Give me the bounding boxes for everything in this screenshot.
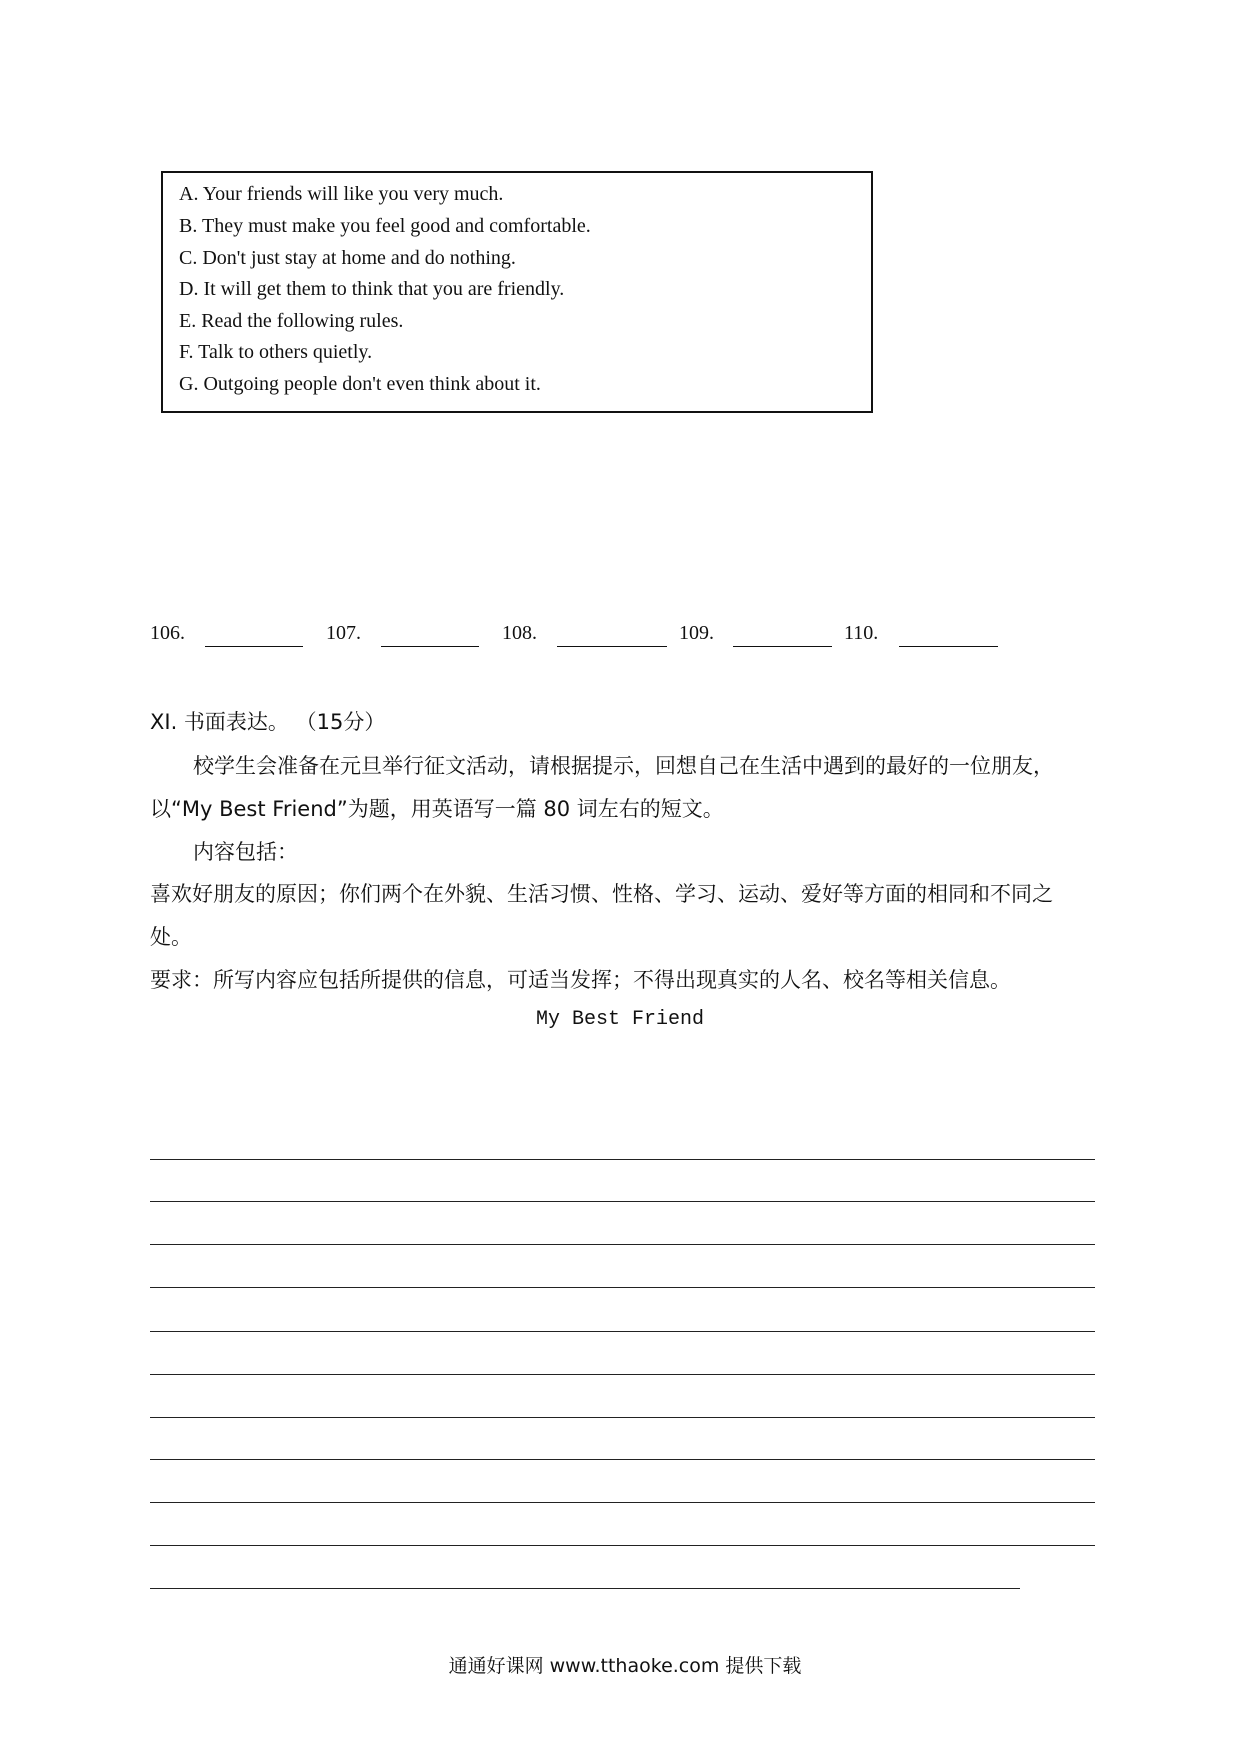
answer-blank-107[interactable] bbox=[381, 646, 479, 647]
option-e: E. Read the following rules. bbox=[179, 310, 404, 332]
footer-watermark: 通通好课网 www.tthaoke.com 提供下载 bbox=[448, 1655, 802, 1677]
writing-line[interactable] bbox=[150, 1244, 1095, 1245]
requirements: 要求：所写内容应包括所提供的信息，可适当发挥；不得出现真实的人名、校名等相关信息。 bbox=[150, 968, 1011, 992]
answer-blank-110[interactable] bbox=[899, 646, 998, 647]
option-f: F. Talk to others quietly. bbox=[179, 341, 373, 363]
essay-title: My Best Friend bbox=[535, 1008, 705, 1031]
writing-line[interactable] bbox=[150, 1287, 1095, 1288]
writing-line[interactable] bbox=[150, 1417, 1095, 1418]
writing-line[interactable] bbox=[150, 1159, 1095, 1160]
answer-blank-108[interactable] bbox=[557, 646, 667, 647]
section-heading: XI. 书面表达。 （15分） bbox=[150, 710, 386, 734]
options-box bbox=[161, 171, 873, 413]
option-g: G. Outgoing people don't even think about it. bbox=[179, 373, 541, 395]
content-line-1: 喜欢好朋友的原因；你们两个在外貌、生活习惯、性格、学习、运动、爱好等方面的相同和不同之 bbox=[150, 882, 1053, 906]
answer-label-107: 107. bbox=[326, 622, 361, 644]
instruction-line-1: 校学生会准备在元旦举行征文活动，请根据提示，回想自己在生活中遇到的最好的一位朋友， bbox=[193, 754, 1054, 778]
writing-line[interactable] bbox=[150, 1459, 1095, 1460]
writing-line[interactable] bbox=[150, 1331, 1095, 1332]
answer-label-110: 110. bbox=[844, 622, 879, 644]
answer-blank-106[interactable] bbox=[205, 646, 303, 647]
option-a: A. Your friends will like you very much. bbox=[179, 183, 504, 205]
writing-line[interactable] bbox=[150, 1201, 1095, 1202]
answer-label-106: 106. bbox=[150, 622, 185, 644]
answer-label-109: 109. bbox=[679, 622, 714, 644]
content-label: 内容包括： bbox=[193, 840, 298, 864]
option-d: D. It will get them to think that you are friendly. bbox=[179, 278, 565, 300]
writing-line[interactable] bbox=[150, 1374, 1095, 1375]
writing-line[interactable] bbox=[150, 1502, 1095, 1503]
content-line-2: 处。 bbox=[150, 925, 192, 949]
option-b: B. They must make you feel good and comfortable. bbox=[179, 215, 591, 237]
answer-blank-109[interactable] bbox=[733, 646, 832, 647]
option-c: C. Don't just stay at home and do nothing. bbox=[179, 247, 516, 269]
instruction-line-2: 以“My Best Friend”为题，用英语写一篇 80 词左右的短文。 bbox=[150, 797, 724, 821]
answer-label-108: 108. bbox=[502, 622, 537, 644]
writing-line[interactable] bbox=[150, 1588, 1020, 1589]
writing-line[interactable] bbox=[150, 1545, 1095, 1546]
